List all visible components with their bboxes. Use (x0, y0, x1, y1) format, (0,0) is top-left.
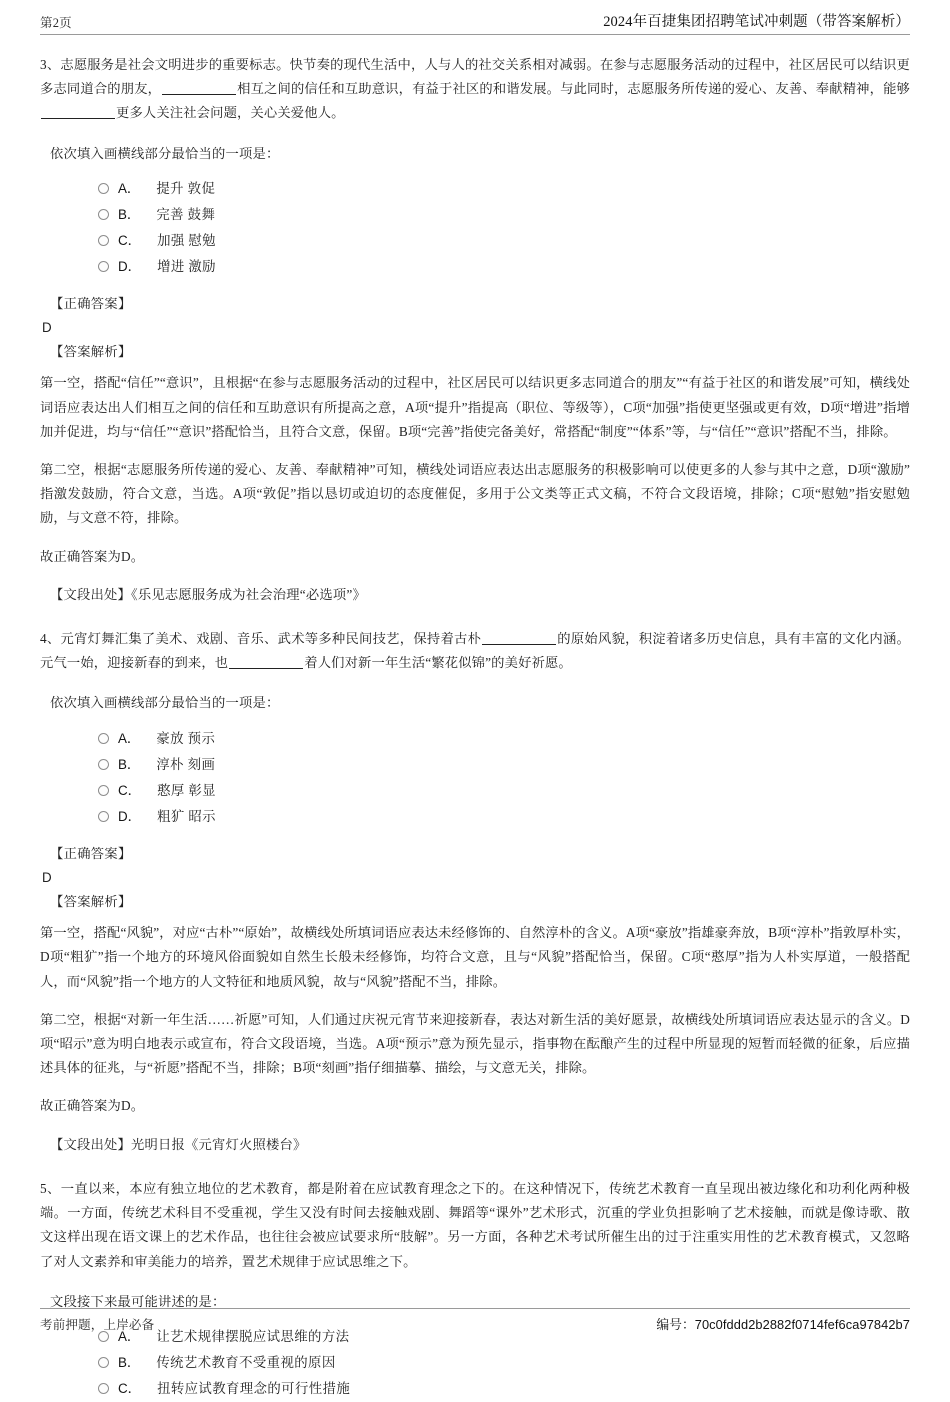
question-stem-part3: 着人们对新一年生活“繁花似锦”的美好祈愿。 (304, 655, 572, 671)
option-text: 传统艺术教育不受重视的原因 (156, 1354, 336, 1370)
option-row[interactable] (98, 726, 910, 752)
analysis-paragraph: 第二空，根据“志愿服务所传递的爱心、友善、奉献精神”可知，横线处词语应表达出志愿服务的积极影响可以使更多的人参与其中之意，D项“激励”指激发鼓励，符合文意，当选。A项“敦促”指以恳切或迫切的态度催促，多用于公文类等正式文稿，不符合文段语境，排除；C项“慰勉”指安慰勉励，与文意不符，排除。 (40, 462, 910, 526)
option-row[interactable] (98, 228, 910, 254)
fill-blank (229, 668, 303, 669)
option-row[interactable] (98, 752, 910, 778)
correct-answer-value: D (42, 869, 52, 885)
options-list (40, 1324, 910, 1402)
question-stem-part3: 更多人关注社会问题，关心关爱他人。 (116, 105, 345, 121)
question-number: 3、 (40, 57, 61, 72)
option-letter: A． (118, 180, 141, 196)
option-letter: D． (118, 258, 142, 274)
radio-button-icon[interactable] (98, 1331, 109, 1342)
question-stem-text: 一直以来，本应有独立地位的艺术教育，都是附着在应试教育理念之下的。在这种情况下，传统艺术教育一直呈现出被边缘化和功利化两种极端。一方面，传统艺术科目不受重视，学生又没有时间去接触戏剧、舞蹈等“课外”艺术形式，沉重的学业负担影响了艺术接触，而就是像诗歌、散文这样出现在语文课上的艺术作品，也往往会被应试要求所“肢解”。另一方面，各种艺术考试所催生出的过于注重实用性的艺术教育模式，又忽略了对人文素养和审美能力的培养，置艺术规律于应试思维之下。 (40, 1180, 910, 1269)
option-text: 增进 激励 (157, 258, 216, 274)
footer-id-value: 70c0fddd2b2882f0714fef6ca97842b7 (694, 1317, 910, 1332)
option-letter: B． (118, 1354, 141, 1370)
option-row[interactable] (98, 254, 910, 280)
option-text: 粗犷 昭示 (157, 808, 216, 824)
option-letter: C． (118, 1380, 142, 1396)
answer-analysis-label: 【答案解析】 (50, 344, 132, 360)
option-row[interactable] (98, 804, 910, 830)
option-text: 淳朴 刻画 (156, 756, 216, 772)
question-stem (40, 1177, 910, 1274)
fill-blank (162, 94, 236, 95)
option-row[interactable] (98, 1350, 910, 1376)
question-number: 5、 (40, 1180, 61, 1196)
option-text: 提升 敦促 (156, 180, 216, 196)
answer-analysis-label: 【答案解析】 (50, 894, 132, 910)
radio-button-icon[interactable] (98, 733, 109, 744)
option-letter: A． (118, 730, 141, 746)
correct-answer-label: 【正确答案】 (50, 295, 132, 311)
source-label: 【文段出处】 (50, 586, 131, 602)
option-text: 豪放 预示 (156, 730, 216, 746)
footer-document-id (656, 1314, 910, 1333)
question-stem-part1: 元宵灯舞汇集了美术、戏剧、音乐、武术等多种民间技艺，保持着古朴 (60, 631, 482, 647)
analysis-conclusion: 故正确答案为D。 (40, 548, 145, 564)
option-text: 加强 慰勉 (157, 232, 216, 248)
option-letter: C． (118, 232, 142, 248)
option-text: 让艺术规律摆脱应试思维的方法 (156, 1328, 350, 1344)
radio-button-icon[interactable] (98, 759, 109, 770)
correct-answer-value: D (42, 320, 52, 336)
correct-answer-label: 【正确答案】 (50, 845, 132, 861)
radio-button-icon[interactable] (98, 1357, 109, 1368)
page-header (40, 0, 910, 35)
analysis-paragraph: 第二空，根据“对新一年生活……祈愿”可知，人们通过庆祝元宵节来迎接新春，表达对新生活的美好愿景，故横线处所填词语应表达显示的含义。D项“昭示”意为明白地表示或宣布，符合文段语境，当选。A项“预示”意为预先显示，指事物在酝酿产生的过程中所显现的短暂而轻微的征象，后应描述具体的征兆，与“祈愿”搭配不当，排除；B项“刻画”指仔细描摹、描绘，与文意无关，排除。 (40, 1011, 910, 1076)
question-stem (40, 627, 910, 675)
option-letter: B． (118, 756, 141, 772)
radio-button-icon[interactable] (98, 811, 109, 822)
radio-button-icon[interactable] (98, 261, 109, 272)
option-letter: C． (118, 782, 142, 798)
option-row[interactable] (98, 176, 910, 202)
source-publisher: 光明日报 (130, 1136, 185, 1152)
footer-slogan: 考前押题，上岸必备 (40, 1317, 155, 1332)
page-footer (40, 1308, 910, 1333)
option-letter: A． (118, 1328, 141, 1344)
option-row[interactable] (98, 778, 910, 804)
question-stem (40, 53, 910, 126)
page-number-label: 第2页 (40, 16, 72, 30)
question-prompt: 依次填入画横线部分最恰当的一项是： (50, 145, 280, 161)
option-letter: B． (118, 206, 141, 222)
options-list (40, 726, 910, 830)
fill-blank (41, 118, 115, 119)
question-prompt: 文段接下来最可能讲述的是： (50, 1293, 226, 1309)
option-text: 扭转应试教育理念的可行性措施 (157, 1380, 351, 1396)
source-line (50, 583, 910, 607)
source-text: 《元宵灯火照楼台》 (184, 1136, 307, 1152)
analysis-paragraph: 第一空，搭配“风貌”，对应“古朴”“原始”，故横线处所填词语应表达未经修饰的、自然淳朴的含义。A项“豪放”指雄豪奔放，B项“淳朴”指敦厚朴实，D项“粗犷”指一个地方的环境风俗面貌如自然生长般未经修饰，均符合文意，且与“风貌”搭配恰当，保留。C项“憨厚”指为人朴实厚道，一般搭配人，而“风貌”指一个地方的人文特征和地质风貌，故与“风貌”搭配不当，排除。 (40, 925, 910, 989)
question-stem-part2: 相互之间的信任和互助意识，有益于社区的和谐发展。与此同时，志愿服务所传递的爱心、友善、奉献精神，能够 (237, 81, 910, 97)
source-line (50, 1133, 910, 1157)
document-content (40, 53, 910, 1402)
footer-id-label: 编号： (656, 1318, 695, 1332)
question-number: 4、 (40, 631, 61, 647)
option-row[interactable] (98, 1376, 910, 1402)
radio-button-icon[interactable] (98, 785, 109, 796)
radio-button-icon[interactable] (98, 235, 109, 246)
option-text: 憨厚 彰显 (157, 782, 216, 798)
radio-button-icon[interactable] (98, 1383, 109, 1394)
options-list (40, 176, 910, 280)
analysis-conclusion: 故正确答案为D。 (40, 1098, 145, 1114)
document-title: 2024年百捷集团招聘笔试冲刺题（带答案解析） (603, 14, 910, 30)
radio-button-icon[interactable] (98, 183, 109, 194)
source-text: 《乐见志愿服务成为社会治理“必选项”》 (130, 586, 366, 602)
analysis-paragraph: 第一空，搭配“信任”“意识”，且根据“在参与志愿服务活动的过程中，社区居民可以结识更多志同道合的朋友”“有益于社区的和谐发展”可知，横线处词语应表达出人们相互之间的信任和互助意识有所提高之意，A项“提升”指提高（职位、等级等），C项“加强”指使更坚强或更有效，D项“增进”指增加并促进，均与“信任”“意识”搭配恰当，且符合文意，保留。B项“完善”指使完备美好，常搭配“制度”“体系”等，与“信任”“意识”搭配不当，排除。 (40, 375, 910, 439)
source-label: 【文段出处】 (50, 1136, 131, 1152)
fill-blank (482, 644, 556, 645)
option-letter: D． (118, 808, 142, 824)
question-stem-part1: 志愿服务是社会文明进步的重要标志。快节奏的现代生活中，人与人的社交关系相对减弱。在参与志愿服务活动的过程中，社区居民可以结识更多志同道合的朋友， (40, 57, 910, 97)
question-stem-part2: 的原始风貌，积淀着诸多历史信息，具有丰富的文化内涵。元气一始，迎接新春的到来，也 (40, 631, 910, 671)
question-prompt: 依次填入画横线部分最恰当的一项是： (50, 695, 280, 711)
option-row[interactable] (98, 202, 910, 228)
radio-button-icon[interactable] (98, 209, 109, 220)
option-text: 完善 鼓舞 (156, 206, 216, 222)
